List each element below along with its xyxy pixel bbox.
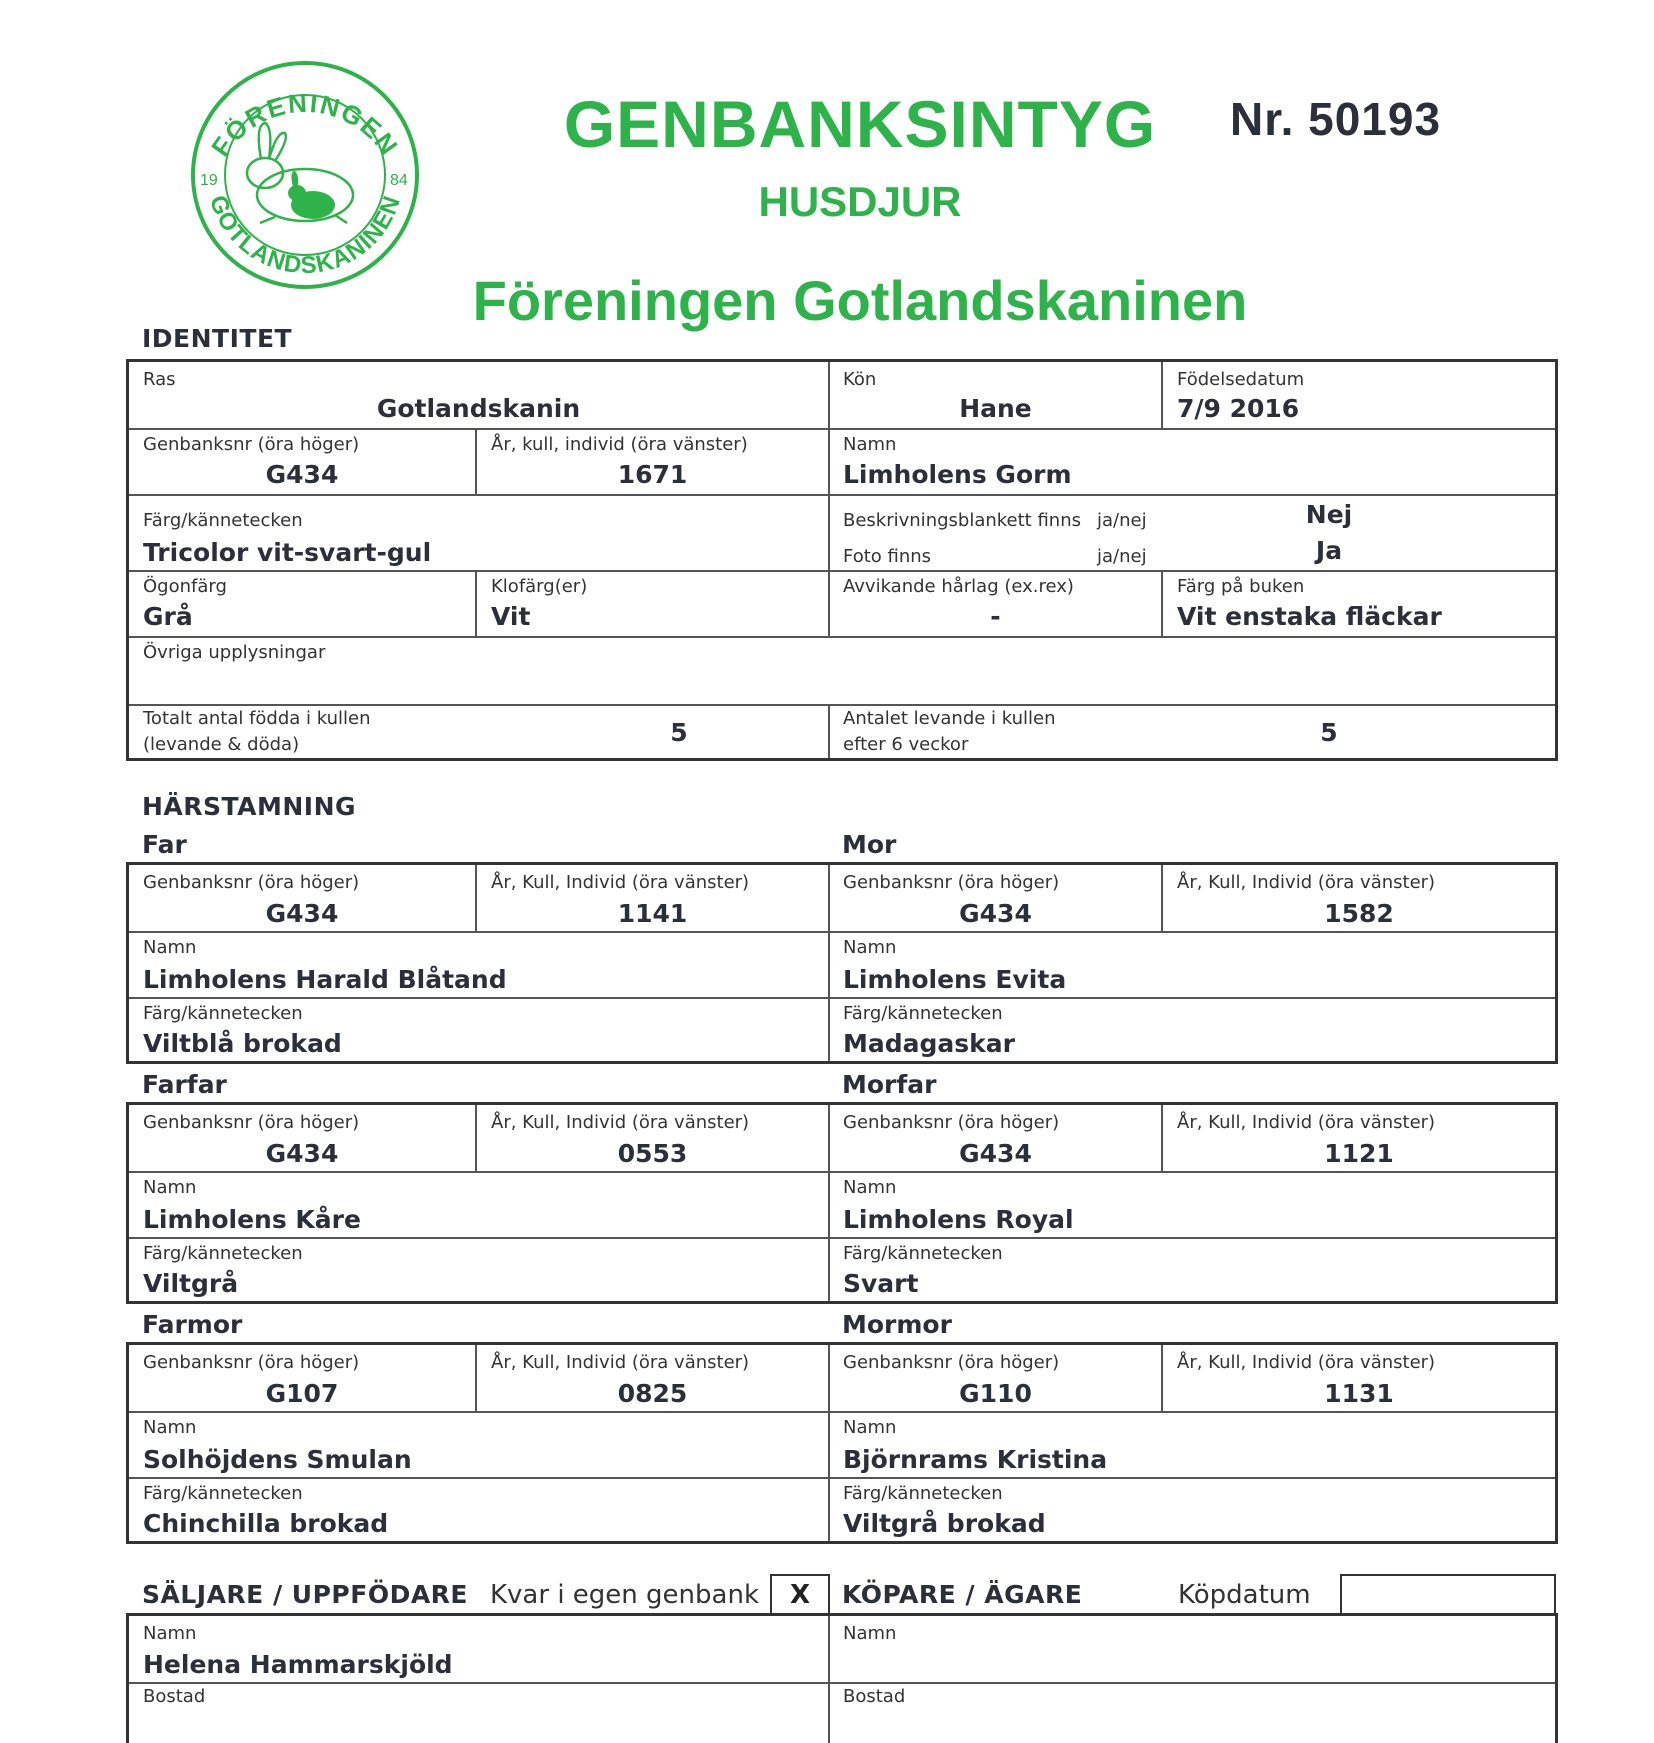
svg-text:FÖRENINGEN	[205, 88, 405, 162]
belly-color-value: Vit enstaka fläckar	[1177, 602, 1442, 631]
morfar-ak-label: År, Kull, Individ (öra vänster)	[1177, 1112, 1436, 1133]
total-born-value: 5	[670, 718, 688, 747]
coat-type-value: -	[990, 602, 1001, 631]
farfar-gb-value: G434	[265, 1139, 339, 1168]
pedigree-heading: HÄRSTAMNING	[142, 792, 357, 821]
mother-color-value: Madagaskar	[843, 1029, 1015, 1058]
purchase-date-label: Köpdatum	[1178, 1580, 1311, 1610]
mother-ak-value: 1582	[1324, 899, 1394, 928]
father-ak-value: 1141	[617, 899, 688, 928]
color-label: Färg/kännetecken	[143, 510, 303, 531]
parents-table	[126, 862, 1558, 1064]
total-born-label-1: Totalt antal födda i kullen	[143, 708, 371, 729]
identity-heading: IDENTITET	[142, 324, 293, 353]
eye-color-label: Ögonfärg	[143, 576, 227, 597]
maternal-grandfather-heading: Morfar	[842, 1070, 937, 1099]
belly-color-label: Färg på buken	[1177, 576, 1305, 597]
coat-type-label: Avvikande hårlag (ex.rex)	[843, 576, 1074, 597]
year-litter-label: År, kull, individ (öra vänster)	[491, 434, 748, 455]
alive-label-2: efter 6 veckor	[843, 734, 969, 755]
maternal-grandmother-heading: Mormor	[842, 1310, 952, 1339]
farmor-color-label: Färg/kännetecken	[143, 1483, 303, 1504]
certificate-number: Nr. 50193	[1230, 93, 1442, 145]
buyer-address-label: Bostad	[843, 1686, 906, 1707]
mormor-ak-value: 1131	[1324, 1379, 1394, 1408]
father-gb-value: G434	[265, 899, 339, 928]
mother-heading: Mor	[842, 830, 897, 859]
mormor-color-value: Viltgrå brokad	[843, 1509, 1046, 1538]
seller-heading: SÄLJARE / UPPFÖDARE	[142, 1580, 469, 1609]
mormor-ak-label: År, Kull, Individ (öra vänster)	[1177, 1352, 1436, 1373]
father-color-value: Viltblå brokad	[143, 1029, 342, 1058]
morfar-color-label: Färg/kännetecken	[843, 1243, 1003, 1264]
birthdate-value: 7/9 2016	[1177, 394, 1300, 423]
farfar-color-label: Färg/kännetecken	[143, 1243, 303, 1264]
seller-name-label: Namn	[143, 1623, 197, 1644]
description-form-janej: ja/nej	[1097, 510, 1147, 531]
farfar-ak-value: 0553	[617, 1139, 688, 1168]
farfar-ak-label: År, Kull, Individ (öra vänster)	[491, 1112, 750, 1133]
mormor-name-label: Namn	[843, 1417, 897, 1438]
seller-name-value[interactable]: Helena Hammarskjöld	[143, 1650, 453, 1679]
morfar-gb-value: G434	[959, 1139, 1032, 1168]
farmor-name-label: Namn	[143, 1417, 197, 1438]
organization-name: Föreningen Gotlandskaninen	[472, 269, 1248, 332]
photo-janej: ja/nej	[1097, 546, 1147, 567]
logo-year-right: 84	[390, 172, 408, 189]
keep-in-genebank-checkbox[interactable]: X	[770, 1574, 830, 1616]
alive-value: 5	[1320, 718, 1338, 747]
father-name-label: Namn	[143, 937, 197, 958]
mother-name-value: Limholens Evita	[843, 965, 1067, 994]
certificate-title: GENBANKSINTYG	[563, 87, 1157, 161]
morfar-name-label: Namn	[843, 1177, 897, 1198]
purchase-date-field[interactable]	[1340, 1574, 1556, 1616]
association-logo	[185, 55, 425, 295]
farmor-color-value: Chinchilla brokad	[143, 1509, 389, 1538]
sex-label: Kön	[843, 369, 877, 390]
seller-buyer-table	[126, 1613, 1558, 1743]
certificate-subtitle: HUSDJUR	[758, 178, 962, 225]
father-heading: Far	[142, 830, 187, 859]
farmor-gb-label: Genbanksnr (öra höger)	[143, 1352, 360, 1373]
genebank-number-label: Genbanksnr (öra höger)	[143, 434, 360, 455]
young-rabbit-icon	[288, 171, 335, 219]
father-color-label: Färg/kännetecken	[143, 1003, 303, 1024]
grandmothers-table	[126, 1342, 1558, 1544]
mormor-name-value: Björnrams Kristina	[843, 1445, 1108, 1474]
father-ak-label: År, Kull, Individ (öra vänster)	[491, 872, 750, 893]
alive-label-1: Antalet levande i kullen	[843, 708, 1056, 729]
name-value: Limholens Gorm	[843, 460, 1072, 489]
paternal-grandmother-heading: Farmor	[142, 1310, 243, 1339]
grandfathers-table	[126, 1102, 1558, 1304]
description-form-label: Beskrivningsblankett finns	[843, 510, 1081, 531]
description-form-value: Nej	[1305, 500, 1353, 529]
farfar-color-value: Viltgrå	[143, 1269, 239, 1298]
mormor-gb-label: Genbanksnr (öra höger)	[843, 1352, 1060, 1373]
mormor-gb-value: G110	[959, 1379, 1032, 1408]
total-born-label-2: (levande & döda)	[143, 734, 300, 755]
name-label: Namn	[843, 434, 897, 455]
morfar-ak-value: 1121	[1324, 1139, 1394, 1168]
mother-gb-label: Genbanksnr (öra höger)	[843, 872, 1060, 893]
farfar-name-value: Limholens Kåre	[143, 1205, 361, 1234]
mormor-color-label: Färg/kännetecken	[843, 1483, 1003, 1504]
logo-bottom-text: GOTLANDSKANINEN	[203, 191, 407, 280]
paternal-grandfather-heading: Farfar	[142, 1070, 227, 1099]
farmor-ak-label: År, Kull, Individ (öra vänster)	[491, 1352, 750, 1373]
morfar-name-value: Limholens Royal	[843, 1205, 1074, 1234]
mother-name-label: Namn	[843, 937, 897, 958]
other-info-label: Övriga upplysningar	[143, 642, 326, 663]
morfar-color-value: Svart	[843, 1269, 919, 1298]
farfar-gb-label: Genbanksnr (öra höger)	[143, 1112, 360, 1133]
buyer-name-label: Namn	[843, 1623, 897, 1644]
breed-value: Gotlandskanin	[376, 394, 581, 423]
photo-value: Ja	[1315, 536, 1343, 565]
claw-color-value: Vit	[491, 602, 531, 631]
farmor-name-value: Solhöjdens Smulan	[143, 1445, 412, 1474]
farmor-gb-value: G107	[265, 1379, 339, 1408]
farmor-ak-value: 0825	[617, 1379, 688, 1408]
identity-table	[126, 359, 1558, 761]
eye-color-value: Grå	[143, 602, 193, 631]
mother-color-label: Färg/kännetecken	[843, 1003, 1003, 1024]
father-gb-label: Genbanksnr (öra höger)	[143, 872, 360, 893]
mother-ak-label: År, Kull, Individ (öra vänster)	[1177, 872, 1436, 893]
sex-value: Hane	[959, 394, 1032, 423]
father-name-value: Limholens Harald Blåtand	[143, 965, 507, 994]
mother-gb-value: G434	[959, 899, 1032, 928]
seller-address-label: Bostad	[143, 1686, 206, 1707]
logo-year-left: 19	[200, 172, 218, 189]
claw-color-label: Klofärg(er)	[491, 576, 588, 597]
birthdate-label: Födelsedatum	[1177, 369, 1305, 390]
photo-label: Foto finns	[843, 546, 932, 567]
breed-label: Ras	[143, 369, 176, 390]
year-litter-value: 1671	[617, 460, 688, 489]
logo-top-text: FÖRENINGEN	[205, 87, 405, 162]
buyer-heading: KÖPARE / ÄGARE	[842, 1580, 1083, 1609]
morfar-gb-label: Genbanksnr (öra höger)	[843, 1112, 1060, 1133]
keep-in-genebank-label: Kvar i egen genbank	[490, 1580, 760, 1610]
genebank-number-value: G434	[265, 460, 339, 489]
farfar-name-label: Namn	[143, 1177, 197, 1198]
color-value: Tricolor vit-svart-gul	[143, 538, 432, 567]
